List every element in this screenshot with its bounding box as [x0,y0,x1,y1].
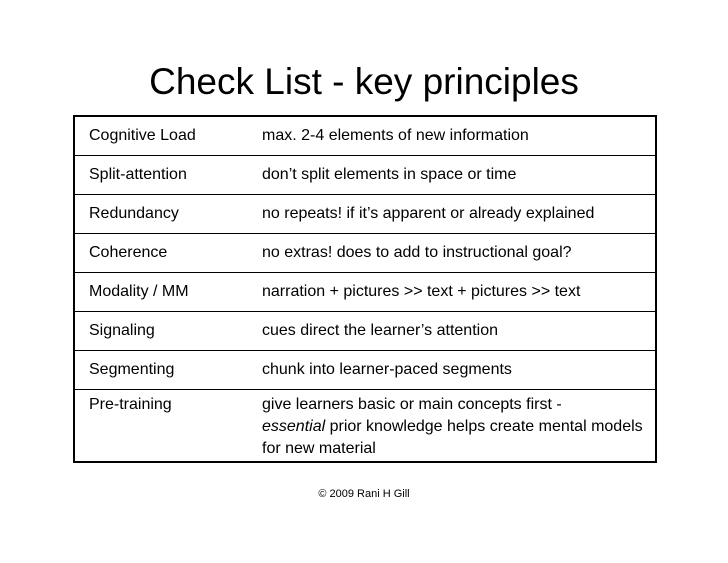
slide-title: Check List - key principles [149,61,579,102]
description-rest: prior knowledge helps create mental models for new material [262,418,643,457]
copyright-notice: © 2009 Rani H Gill [318,488,410,500]
principle-description: max. 2-4 elements of new information [248,116,656,156]
table-row [74,390,656,463]
principle-name: Pre-training [89,396,172,413]
principle-name: Split-attention [74,156,248,195]
principle-name: Modality / MM [74,273,248,312]
table-row [74,351,656,390]
principles-table [73,115,657,463]
principle-description: no repeats! if it’s apparent or already explained [248,195,656,234]
description-line: give learners basic or main concepts first - [262,396,562,413]
emphasis-text: essential [262,418,326,435]
principle-description: no extras! does to add to instructional goal? [248,234,656,273]
principle-name: Redundancy [74,195,248,234]
principle-description: chunk into learner-paced segments [248,351,656,390]
principle-description: don’t split elements in space or time [248,156,656,195]
principle-description: narration + pictures >> text + pictures >> text [248,273,656,312]
principle-description: cues direct the learner’s attention [248,312,656,351]
table-row [74,116,656,156]
table-row [74,234,656,273]
table-row [74,195,656,234]
table-row [74,273,656,312]
principle-name: Segmenting [74,351,248,390]
principle-name: Coherence [74,234,248,273]
table-row [74,156,656,195]
principle-name: Signaling [74,312,248,351]
principle-name: Cognitive Load [74,116,248,156]
principle-description [248,390,656,463]
table-row [74,312,656,351]
